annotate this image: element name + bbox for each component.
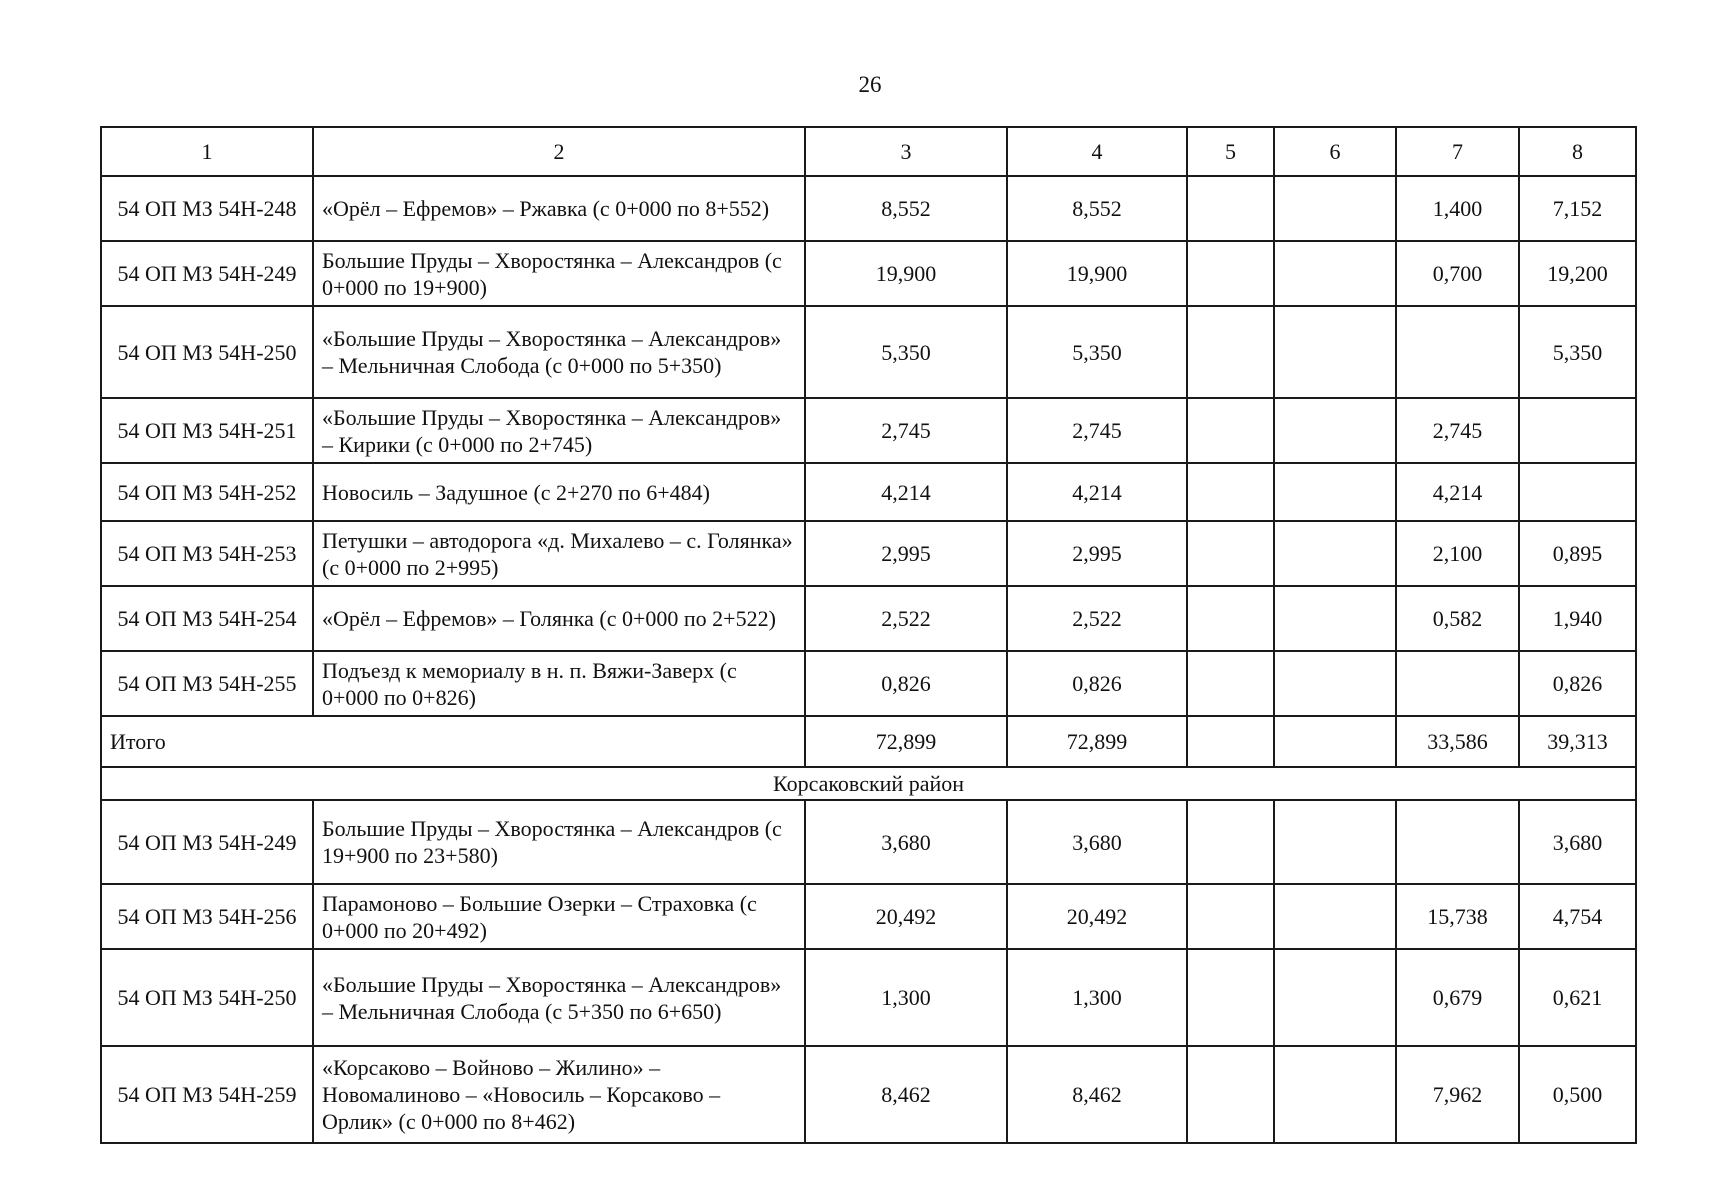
table-row: [101, 521, 1636, 586]
road-name: «Орёл – Ефремов» – Голянка (с 0+000 по 2+522): [313, 586, 805, 651]
value-col-3: 19,900: [805, 241, 1007, 306]
value-col-4: 8,462: [1007, 1046, 1187, 1143]
table-row: [101, 586, 1636, 651]
value-col-3: 2,522: [805, 586, 1007, 651]
value-col-8: 1,940: [1519, 586, 1636, 651]
table-row: [101, 398, 1636, 463]
value-col-6: [1274, 800, 1396, 884]
road-name: «Орёл – Ефремов» – Ржавка (с 0+000 по 8+552): [313, 176, 805, 241]
column-header: 8: [1519, 127, 1636, 176]
total-col-8: 39,313: [1519, 716, 1636, 767]
value-col-5: [1187, 586, 1274, 651]
value-col-6: [1274, 586, 1396, 651]
value-col-8: 3,680: [1519, 800, 1636, 884]
road-code: 54 ОП МЗ 54Н-255: [101, 651, 313, 716]
column-header: 6: [1274, 127, 1396, 176]
table-row: [101, 241, 1636, 306]
value-col-5: [1187, 949, 1274, 1046]
table-row: [101, 949, 1636, 1046]
value-col-4: 3,680: [1007, 800, 1187, 884]
column-header: 5: [1187, 127, 1274, 176]
value-col-8: 19,200: [1519, 241, 1636, 306]
value-col-8: 5,350: [1519, 306, 1636, 398]
road-code: 54 ОП МЗ 54Н-248: [101, 176, 313, 241]
value-col-5: [1187, 800, 1274, 884]
road-code: 54 ОП МЗ 54Н-249: [101, 241, 313, 306]
total-label: Итого: [101, 716, 805, 767]
value-col-3: 3,680: [805, 800, 1007, 884]
value-col-6: [1274, 1046, 1396, 1143]
value-col-5: [1187, 1046, 1274, 1143]
column-header: 4: [1007, 127, 1187, 176]
value-col-3: 5,350: [805, 306, 1007, 398]
value-col-3: 2,995: [805, 521, 1007, 586]
value-col-6: [1274, 241, 1396, 306]
value-col-8: [1519, 463, 1636, 521]
value-col-8: 0,500: [1519, 1046, 1636, 1143]
table-row: [101, 800, 1636, 884]
value-col-5: [1187, 176, 1274, 241]
total-col-4: 72,899: [1007, 716, 1187, 767]
value-col-6: [1274, 398, 1396, 463]
table-row: [101, 884, 1636, 949]
road-name: Подъезд к мемориалу в н. п. Вяжи-Заверх (с 0+000 по 0+826): [313, 651, 805, 716]
district-row: [101, 767, 1636, 800]
road-code: 54 ОП МЗ 54Н-256: [101, 884, 313, 949]
road-code: 54 ОП МЗ 54Н-250: [101, 306, 313, 398]
road-code: 54 ОП МЗ 54Н-251: [101, 398, 313, 463]
road-name: «Большие Пруды – Хворостянка – Александров» – Кирики (с 0+000 по 2+745): [313, 398, 805, 463]
value-col-5: [1187, 306, 1274, 398]
table-row: [101, 1046, 1636, 1143]
table-row: [101, 463, 1636, 521]
roads-table: [100, 126, 1637, 1144]
value-col-7: 2,100: [1396, 521, 1519, 586]
value-col-6: [1274, 884, 1396, 949]
total-col-6: [1274, 716, 1396, 767]
value-col-6: [1274, 521, 1396, 586]
value-col-4: 19,900: [1007, 241, 1187, 306]
total-col-7: 33,586: [1396, 716, 1519, 767]
road-code: 54 ОП МЗ 54Н-252: [101, 463, 313, 521]
value-col-4: 2,522: [1007, 586, 1187, 651]
value-col-7: 1,400: [1396, 176, 1519, 241]
road-name: «Большие Пруды – Хворостянка – Александров» – Мельничная Слобода (с 0+000 по 5+350): [313, 306, 805, 398]
value-col-3: 4,214: [805, 463, 1007, 521]
value-col-3: 0,826: [805, 651, 1007, 716]
road-name: Новосиль – Задушное (с 2+270 по 6+484): [313, 463, 805, 521]
value-col-4: 8,552: [1007, 176, 1187, 241]
value-col-8: 4,754: [1519, 884, 1636, 949]
road-code: 54 ОП МЗ 54Н-259: [101, 1046, 313, 1143]
value-col-5: [1187, 521, 1274, 586]
value-col-5: [1187, 463, 1274, 521]
value-col-7: [1396, 800, 1519, 884]
value-col-7: 0,582: [1396, 586, 1519, 651]
value-col-7: 0,700: [1396, 241, 1519, 306]
total-col-3: 72,899: [805, 716, 1007, 767]
column-header: 2: [313, 127, 805, 176]
value-col-6: [1274, 463, 1396, 521]
value-col-8: [1519, 398, 1636, 463]
road-name: Петушки – автодорога «д. Михалево – с. Голянка» (с 0+000 по 2+995): [313, 521, 805, 586]
value-col-7: 4,214: [1396, 463, 1519, 521]
road-name: Большие Пруды – Хворостянка – Александров (с 0+000 по 19+900): [313, 241, 805, 306]
road-code: 54 ОП МЗ 54Н-250: [101, 949, 313, 1046]
road-code: 54 ОП МЗ 54Н-254: [101, 586, 313, 651]
road-name: Большие Пруды – Хворостянка – Александров (с 19+900 по 23+580): [313, 800, 805, 884]
table-row: [101, 651, 1636, 716]
value-col-7: 2,745: [1396, 398, 1519, 463]
column-header: 3: [805, 127, 1007, 176]
value-col-3: 8,552: [805, 176, 1007, 241]
value-col-4: 4,214: [1007, 463, 1187, 521]
value-col-5: [1187, 651, 1274, 716]
value-col-3: 8,462: [805, 1046, 1007, 1143]
page-number: 26: [858, 72, 882, 97]
value-col-7: 7,962: [1396, 1046, 1519, 1143]
total-col-5: [1187, 716, 1274, 767]
road-code: 54 ОП МЗ 54Н-253: [101, 521, 313, 586]
value-col-7: 15,738: [1396, 884, 1519, 949]
value-col-4: 2,745: [1007, 398, 1187, 463]
value-col-4: 1,300: [1007, 949, 1187, 1046]
column-number-row: [101, 127, 1636, 176]
value-col-6: [1274, 651, 1396, 716]
value-col-4: 20,492: [1007, 884, 1187, 949]
column-header: 1: [101, 127, 313, 176]
value-col-4: 5,350: [1007, 306, 1187, 398]
value-col-7: [1396, 306, 1519, 398]
value-col-5: [1187, 398, 1274, 463]
table-row: [101, 306, 1636, 398]
value-col-4: 0,826: [1007, 651, 1187, 716]
value-col-8: 0,895: [1519, 521, 1636, 586]
value-col-3: 1,300: [805, 949, 1007, 1046]
value-col-8: 7,152: [1519, 176, 1636, 241]
value-col-7: [1396, 651, 1519, 716]
value-col-8: 0,621: [1519, 949, 1636, 1046]
value-col-8: 0,826: [1519, 651, 1636, 716]
value-col-6: [1274, 949, 1396, 1046]
value-col-4: 2,995: [1007, 521, 1187, 586]
value-col-5: [1187, 241, 1274, 306]
road-name: «Большие Пруды – Хворостянка – Александров» – Мельничная Слобода (с 5+350 по 6+650): [313, 949, 805, 1046]
total-row: [101, 716, 1636, 767]
road-code: 54 ОП МЗ 54Н-249: [101, 800, 313, 884]
district-title: Корсаковский район: [101, 767, 1636, 800]
column-header: 7: [1396, 127, 1519, 176]
road-name: «Корсаково – Войново – Жилино» – Новомалиново – «Новосиль – Корсаково – Орлик» (с 0+000 по 8+462): [313, 1046, 805, 1143]
value-col-3: 20,492: [805, 884, 1007, 949]
value-col-5: [1187, 884, 1274, 949]
value-col-6: [1274, 306, 1396, 398]
table-row: [101, 176, 1636, 241]
road-name: Парамоново – Большие Озерки – Страховка (с 0+000 по 20+492): [313, 884, 805, 949]
value-col-3: 2,745: [805, 398, 1007, 463]
value-col-7: 0,679: [1396, 949, 1519, 1046]
value-col-6: [1274, 176, 1396, 241]
